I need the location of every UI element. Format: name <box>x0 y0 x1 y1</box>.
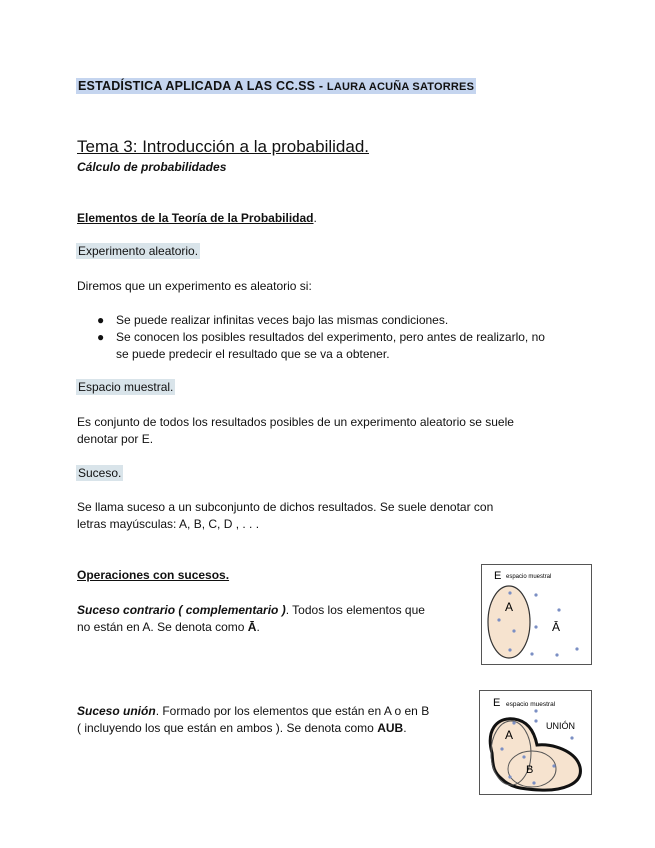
section-heading-tail: . <box>313 211 317 225</box>
bullet-dot-icon: ● <box>97 330 105 344</box>
contrario-line-1: . Todos los elementos que <box>285 603 425 617</box>
experimento-bullet-list <box>97 312 616 363</box>
complement-caption: espacio muestral <box>506 574 552 580</box>
bullet-text-cont: se puede predecir el resultado que se va a obtener. <box>116 347 390 361</box>
suceso-line-2: letras mayúsculas: A, B, C, D , . . . <box>77 517 260 531</box>
suceso-paragraph <box>77 499 597 533</box>
label-experimento <box>76 243 200 260</box>
espacio-line-1: Es conjunto de todos los resultados posibles de un experimento aleatorio se suele <box>77 415 514 429</box>
label-suceso-text: Suceso. <box>78 466 122 480</box>
set-Abar-label: Ā <box>552 620 561 634</box>
union-term: Suceso unión <box>77 704 156 718</box>
list-item <box>97 329 616 363</box>
union-line-1: . Formado por los elementos que están en A o en B <box>155 704 430 718</box>
sample-point <box>508 591 511 594</box>
union-period: . <box>403 721 407 735</box>
espacio-line-2: denotar por E. <box>77 432 154 446</box>
bullet-dot-icon: ● <box>97 313 105 327</box>
sample-point <box>557 608 560 611</box>
label-espacio <box>76 379 175 396</box>
experimento-intro: Diremos que un experimento es aleatorio si: <box>77 279 312 293</box>
set-A-label: A <box>505 600 514 614</box>
union-set-B-label: B <box>526 764 534 776</box>
sample-point <box>570 736 573 739</box>
complement-E-label: E <box>494 570 502 582</box>
union-caption: espacio muestral <box>506 701 556 708</box>
contrario-paragraph <box>77 602 477 636</box>
document-header <box>76 78 476 94</box>
sample-point <box>555 653 558 656</box>
section-heading-text: Elementos de la Teoría de la Probabilidad <box>77 211 314 225</box>
suceso-line-1: Se llama suceso a un subconjunto de dichos resultados. Se suele denotar con <box>77 500 494 514</box>
sample-point <box>534 625 537 628</box>
union-venn-svg <box>480 691 591 794</box>
sample-point <box>534 719 537 722</box>
header-course: ESTADÍSTICA APLICADA A LAS CC.SS - <box>78 79 327 93</box>
union-venn-diagram <box>479 690 592 795</box>
list-item <box>97 312 616 329</box>
sample-point <box>552 764 555 767</box>
complement-venn-diagram <box>481 564 592 665</box>
sample-point <box>532 781 535 784</box>
union-paragraph <box>77 703 477 737</box>
sample-point <box>512 629 515 632</box>
sample-point <box>530 652 533 655</box>
bullet-text: Se puede realizar infinitas veces bajo las mismas condiciones. <box>116 313 449 327</box>
union-line-2: ( incluyendo los que están en ambos ). Se denota como <box>77 721 378 735</box>
bullet-text: Se conocen los posibles resultados del experimento, pero antes de realizarlo, no <box>116 330 545 344</box>
contrario-period: . <box>256 620 260 634</box>
union-title-label: UNIÓN <box>546 721 575 731</box>
label-experimento-text: Experimento aleatorio. <box>78 244 199 258</box>
espacio-paragraph <box>77 414 597 448</box>
sample-point <box>500 747 503 750</box>
union-symbol: AUB <box>377 721 404 735</box>
sample-point <box>534 593 537 596</box>
page-subtitle: Cálculo de probabilidades <box>77 160 227 174</box>
sample-point <box>512 721 515 724</box>
sample-point <box>534 709 537 712</box>
label-suceso <box>76 465 123 482</box>
page-title: Tema 3: Introducción a la probabilidad. <box>77 137 370 156</box>
sample-point <box>508 648 511 651</box>
contrario-term: Suceso contrario ( complementario ) <box>77 603 286 617</box>
sample-point <box>575 647 578 650</box>
contrario-symbol: Ā <box>247 620 257 634</box>
sample-point <box>508 775 511 778</box>
header-author: LAURA ACUÑA SATORRES <box>326 81 475 93</box>
sample-point <box>497 618 500 621</box>
contrario-line-2: no están en A. Se denota como <box>77 620 248 634</box>
complement-venn-svg <box>482 565 591 664</box>
label-espacio-text: Espacio muestral. <box>78 380 174 394</box>
set-A-ellipse <box>488 586 530 658</box>
union-set-A-label: A <box>505 728 514 742</box>
section-heading-elements <box>77 211 317 225</box>
sample-point <box>522 755 525 758</box>
union-E-label: E <box>493 697 501 709</box>
section-heading-operaciones: Operaciones con sucesos. <box>77 568 230 582</box>
